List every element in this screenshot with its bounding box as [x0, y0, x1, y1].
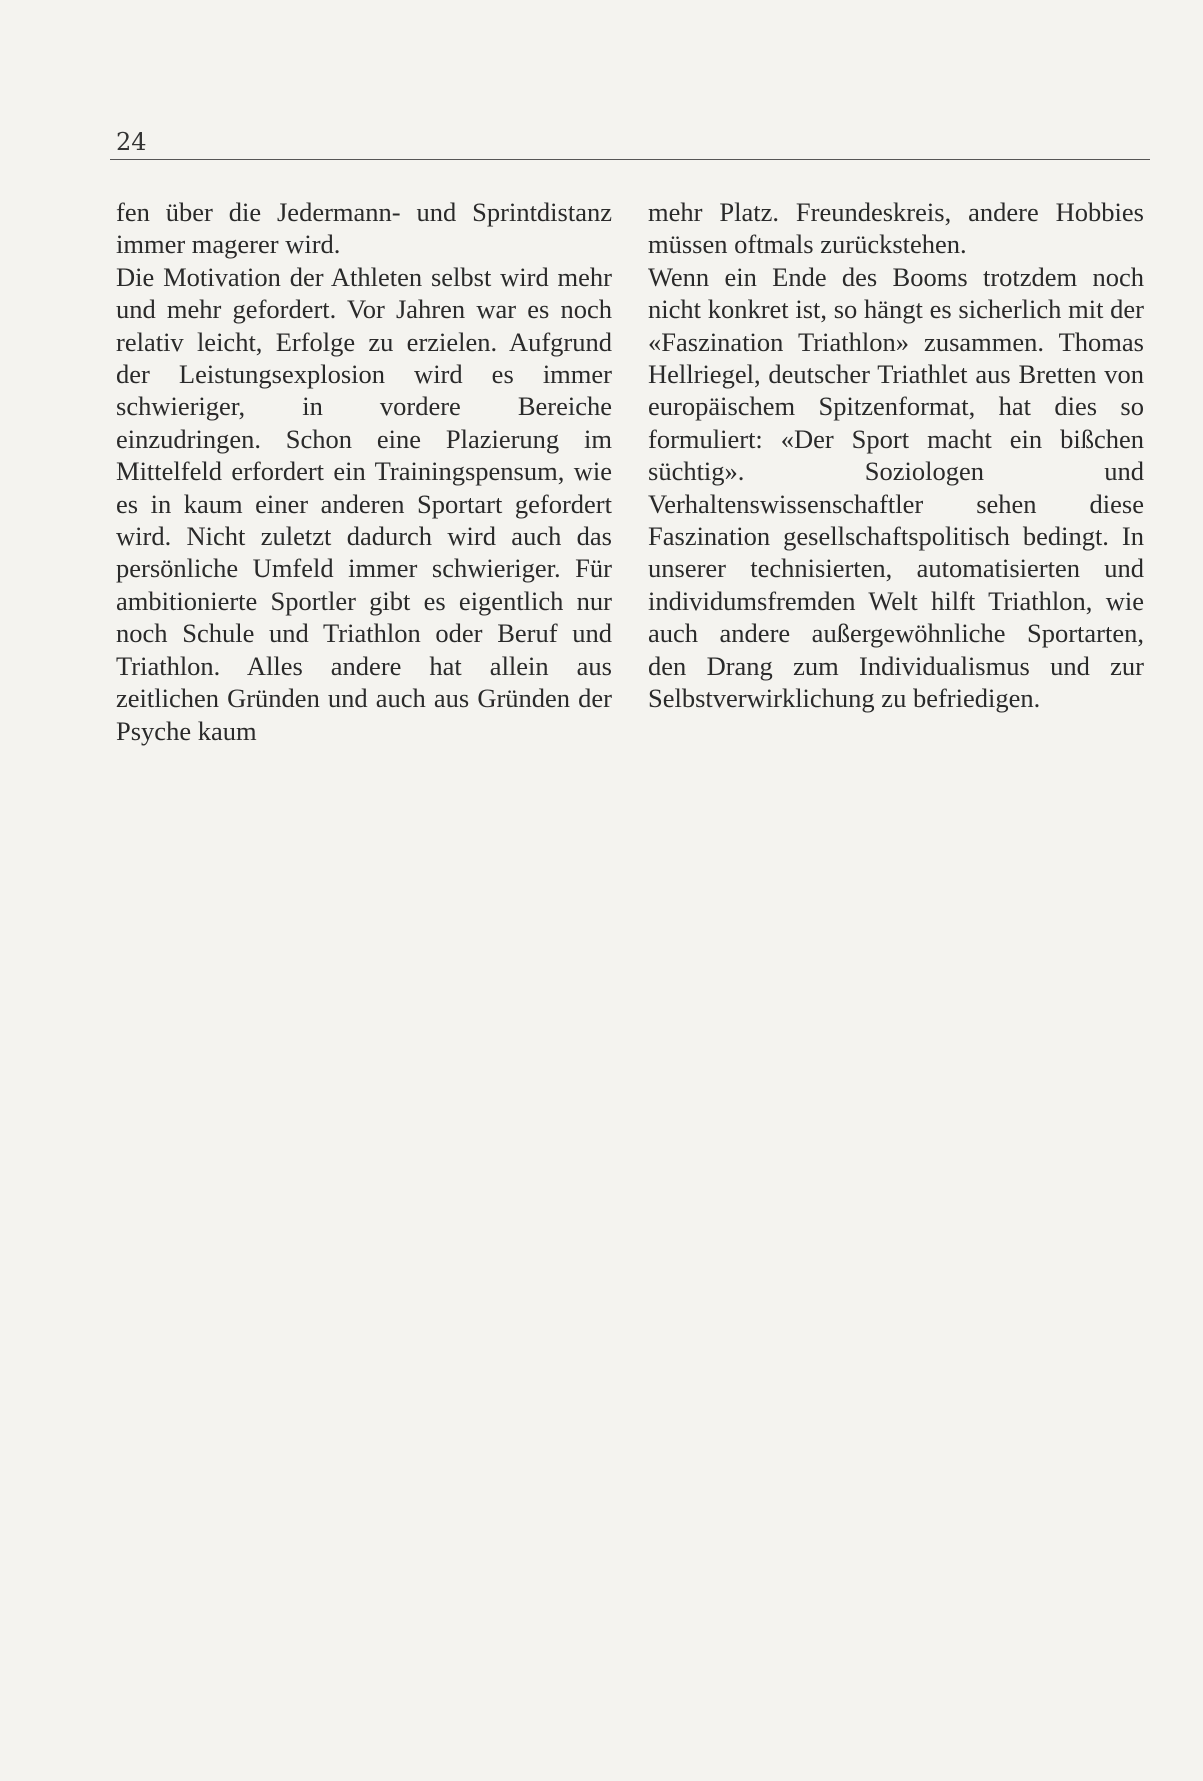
left-column [116, 196, 612, 747]
paragraph: Die Motivation der Athleten selbst wird mehr und mehr gefordert. Vor Jahren war es noch relativ leicht, Erfolge zu erzielen. Aufgrund der Leistungsexplosion wird es immer schwieriger, in vordere Bereiche einzudringen. Schon eine Plazierung im Mittelfeld erfordert ein Trainingspensum, wie es in kaum einer anderen Sportart gefordert wird. Nicht zuletzt dadurch wird auch das persönliche Umfeld immer schwieriger. Für ambitionierte Sportler gibt es eigentlich nur noch Schule und Triathlon oder Beruf und Triathlon. Alles andere hat allein aus zeitlichen Gründen und auch aus Gründen der Psyche kaum [116, 261, 612, 746]
paragraph: mehr Platz. Freundeskreis, andere Hobbies müssen oftmals zurückstehen. [648, 197, 1144, 260]
paragraph: fen über die Jedermann- und Sprintdistanz immer magerer wird. [116, 197, 612, 260]
paragraph: Wenn ein Ende des Booms trotzdem noch nicht konkret ist, so hängt es sicherlich mit der «Faszination Triathlon» zusammen. Thomas Hellriegel, deutscher Triathlet aus Bretten von europäischem Spitzenformat, hat dies so formuliert: «Der Sport macht ein bißchen süchtig». Soziologen und Verhaltenswissenschaftler sehen diese Faszination gesellschaftspolitisch bedingt. In unserer technisierten, automatisierten und individumsfremden Welt hilft Triathlon, wie auch andere außergewöhnliche Sportarten, den Drang zum Individualismus und zur Selbstverwirklichung zu befriedigen. [648, 261, 1144, 714]
page-number: 24 [116, 128, 147, 156]
header-rule [110, 159, 1150, 160]
right-column [648, 196, 1144, 715]
